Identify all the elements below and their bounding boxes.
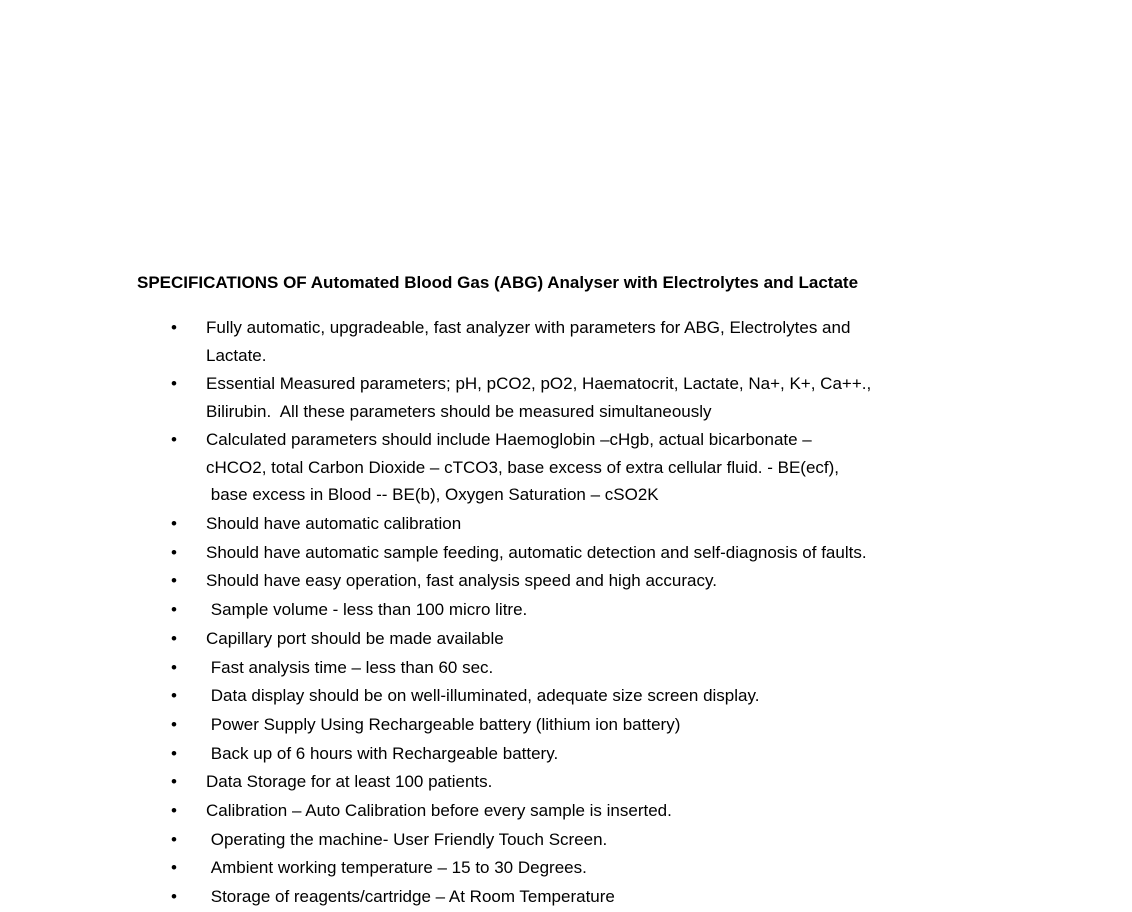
list-item <box>137 768 1037 796</box>
bullet-icon: • <box>171 858 177 878</box>
bullet-icon: • <box>171 571 177 591</box>
bullet-icon: • <box>171 829 177 849</box>
specification-list <box>137 314 1037 911</box>
list-item <box>137 510 1037 538</box>
list-item-text: Operating the machine- User Friendly Touch Screen. <box>206 829 608 849</box>
bullet-icon: • <box>171 542 177 562</box>
list-item-text: Should have automatic sample feeding, automatic detection and self-diagnosis of faults. <box>206 542 867 562</box>
list-item <box>137 314 1037 369</box>
list-item <box>137 596 1037 624</box>
list-item <box>137 854 1037 882</box>
list-item-text: Data display should be on well-illuminated, adequate size screen display. <box>206 686 760 706</box>
list-item-text: Data Storage for at least 100 patients. <box>206 772 493 792</box>
list-item <box>137 826 1037 854</box>
list-item-text: Calibration – Auto Calibration before every sample is inserted. <box>206 800 672 820</box>
bullet-icon: • <box>171 714 177 734</box>
bullet-icon: • <box>171 800 177 820</box>
list-item-text: Capillary port should be made available <box>206 628 504 648</box>
bullet-icon: • <box>171 686 177 706</box>
bullet-icon: • <box>171 318 177 337</box>
bullet-icon: • <box>171 514 177 534</box>
bullet-icon: • <box>171 374 177 394</box>
bullet-icon: • <box>171 628 177 648</box>
list-item-text: Storage of reagents/cartridge – At Room Temperature <box>206 887 615 906</box>
list-item-text: Should have automatic calibration <box>206 514 462 534</box>
document-heading: SPECIFICATIONS OF Automated Blood Gas (ABG) Analyser with Electrolytes and Lactate <box>137 273 859 292</box>
list-item-text: Should have easy operation, fast analysis speed and high accuracy. <box>206 571 717 591</box>
list-item-text: Ambient working temperature – 15 to 30 Degrees. <box>206 858 587 878</box>
bullet-icon: • <box>171 600 177 620</box>
list-item-text: Essential Measured parameters; pH, pCO2, pO2, Haematocrit, Lactate, Na+, K+, Ca++., Bilirubin. All these parameters should be measured simultaneously <box>206 374 872 421</box>
list-item <box>137 797 1037 825</box>
document-body <box>137 270 1037 912</box>
list-item <box>137 740 1037 768</box>
list-item <box>137 426 1037 509</box>
bullet-icon: • <box>171 430 177 450</box>
list-item <box>137 654 1037 682</box>
list-item-text: Back up of 6 hours with Rechargeable battery. <box>206 743 559 763</box>
list-item <box>137 370 1037 425</box>
list-item <box>137 539 1037 567</box>
bullet-icon: • <box>171 772 177 792</box>
list-item-text: Sample volume - less than 100 micro litre. <box>206 600 528 620</box>
bullet-icon: • <box>171 743 177 763</box>
bullet-icon: • <box>171 887 177 906</box>
list-item <box>137 625 1037 653</box>
list-item <box>137 883 1037 911</box>
list-item-text: Fully automatic, upgradeable, fast analyzer with parameters for ABG, Electrolytes and Lactate. <box>206 318 851 365</box>
list-item <box>137 711 1037 739</box>
list-item-text: Calculated parameters should include Haemoglobin –cHgb, actual bicarbonate – cHCO2, total Carbon Dioxide – cTCO3, base excess of extra cellular fluid. - BE(ecf), base excess in Blood -- BE(b), Oxygen Saturation – cSO2K <box>206 430 840 505</box>
list-item-text: Fast analysis time – less than 60 sec. <box>206 657 494 677</box>
bullet-icon: • <box>171 657 177 677</box>
list-item <box>137 567 1037 595</box>
list-item <box>137 682 1037 710</box>
list-item-text: Power Supply Using Rechargeable battery (lithium ion battery) <box>206 714 681 734</box>
